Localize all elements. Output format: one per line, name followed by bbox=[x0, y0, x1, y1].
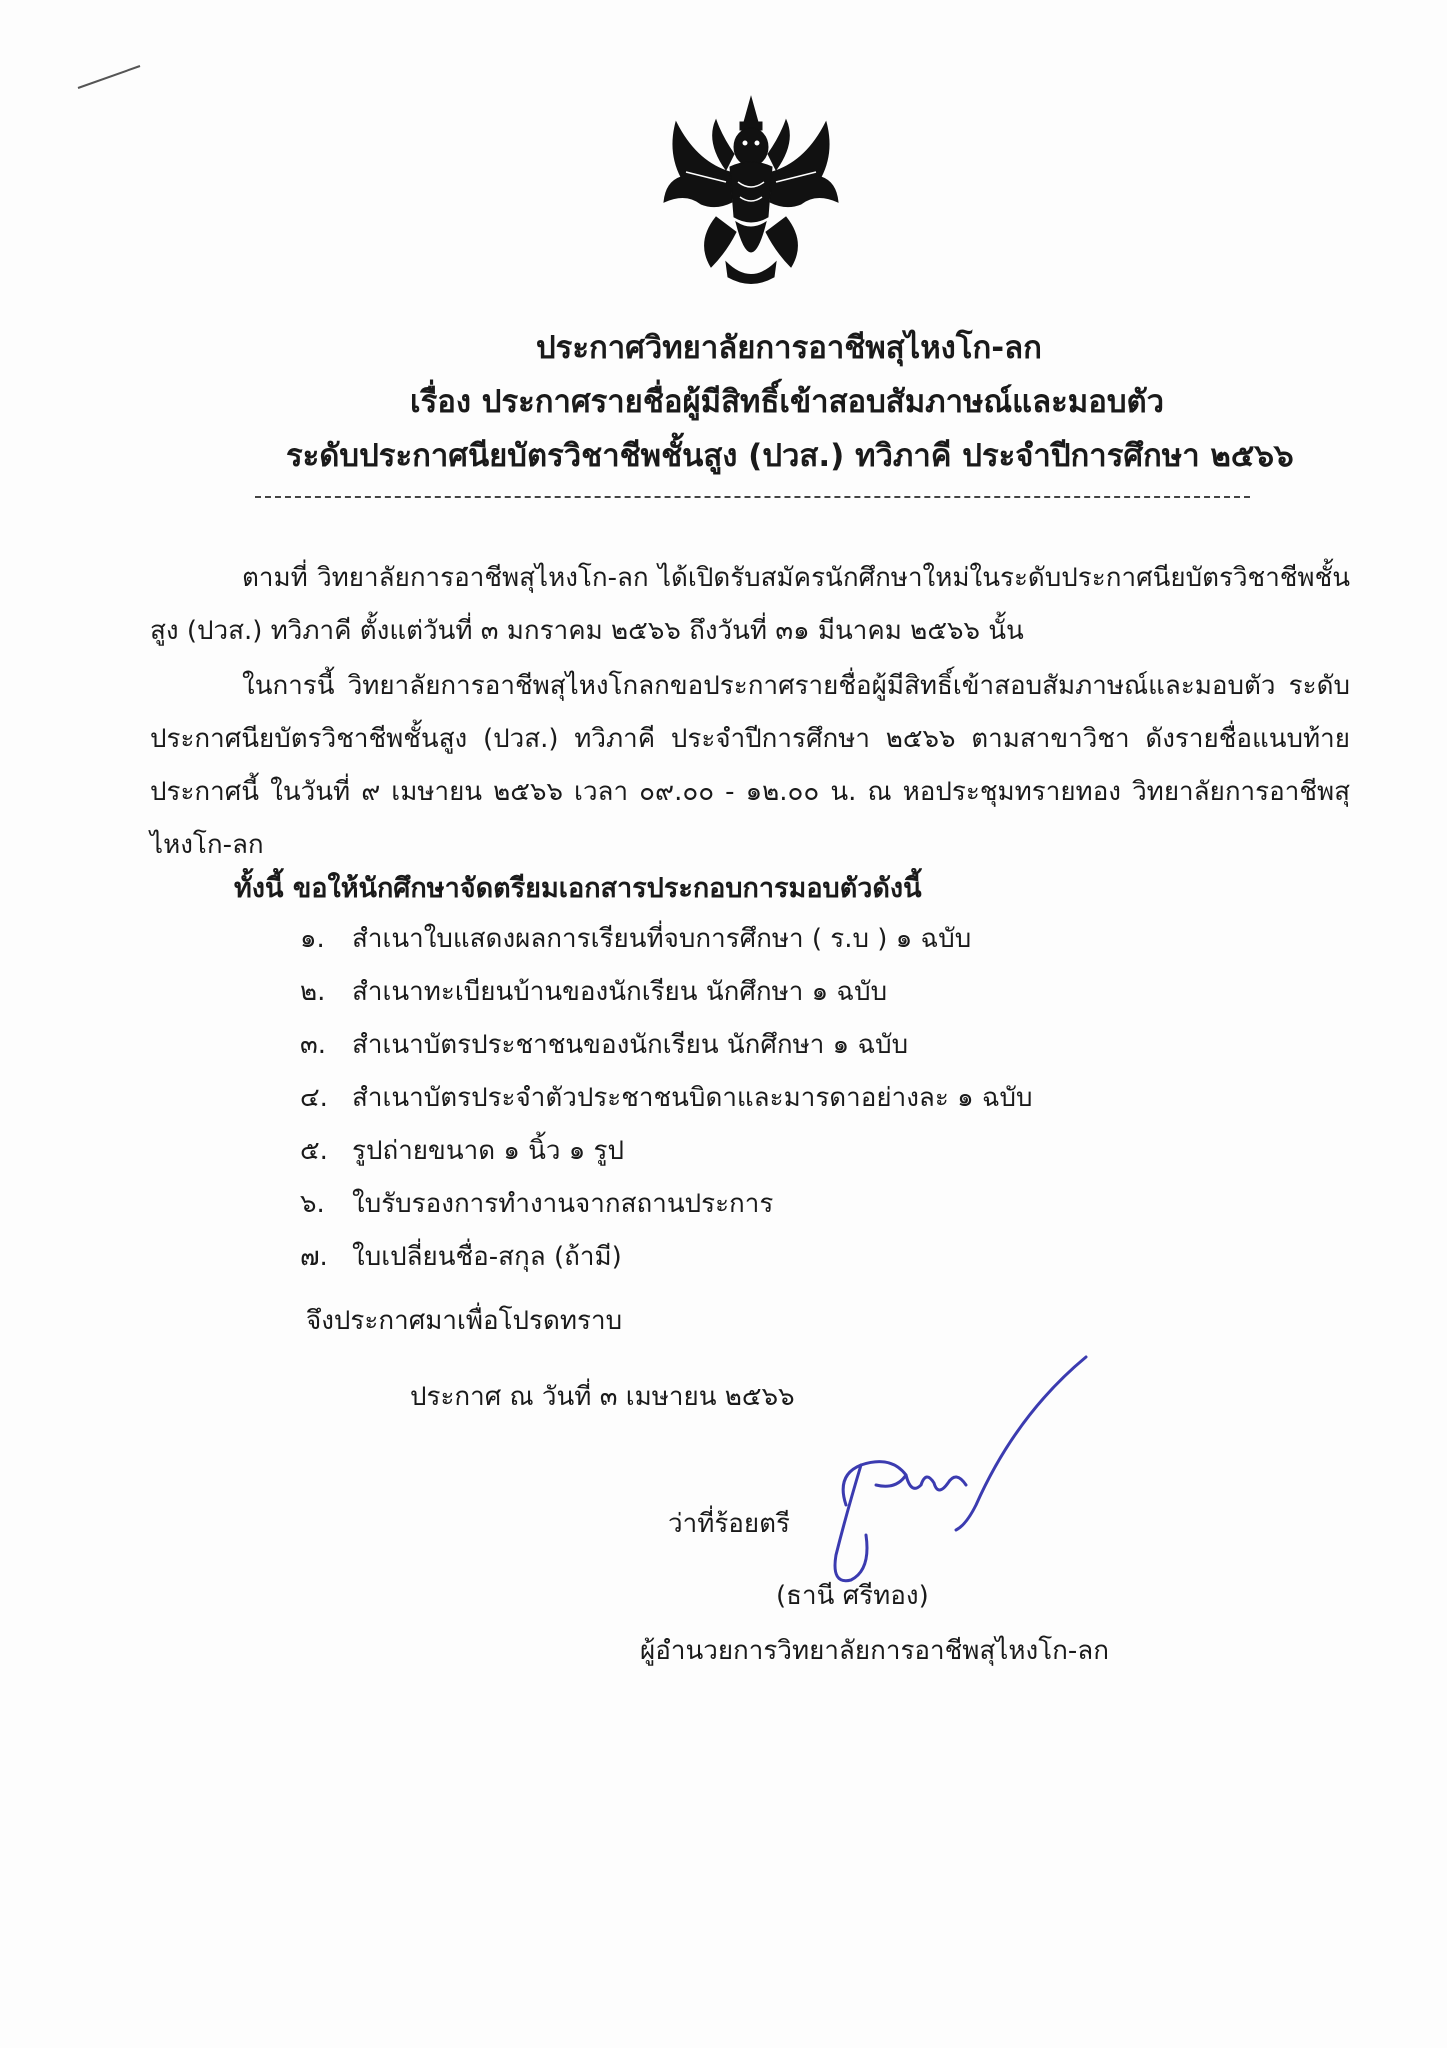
title-divider bbox=[255, 496, 1250, 498]
signer-rank: ว่าที่ร้อยตรี bbox=[668, 1509, 791, 1539]
list-item-text: ใบเปลี่ยนชื่อ-สกุล (ถ้ามี) bbox=[352, 1242, 622, 1272]
list-item-text: สำเนาทะเบียนบ้านของนักเรียน นักศึกษา ๑ ฉบับ bbox=[352, 977, 888, 1007]
signer-position: ผู้อำนวยการวิทยาลัยการอาชีพสุไหงโก-ลก bbox=[640, 1636, 1109, 1666]
list-item-text: สำเนาบัตรประจำตัวประชาชนบิดาและมารดาอย่างละ ๑ ฉบับ bbox=[352, 1083, 1033, 1113]
garuda-emblem bbox=[656, 92, 846, 292]
title-line-1: ประกาศวิทยาลัยการอาชีพสุไหงโก-ลก bbox=[536, 330, 1042, 366]
list-item bbox=[300, 1183, 773, 1224]
list-item-number: ๔. bbox=[300, 1083, 328, 1113]
list-item bbox=[300, 1236, 622, 1277]
paragraph-1: ตามที่ วิทยาลัยการอาชีพสุไหงโก-ลก ได้เปิดรับสมัครนักศึกษาใหม่ในระดับประกาศนียบัตรวิชาชีพชั้นสูง (ปวส.) ทวิภาคี ตั้งแต่วันที่ ๓ มกราคม ๒๕๖๖ ถึงวันที่ ๓๑ มีนาคม ๒๕๖๖ นั้น bbox=[150, 563, 1350, 646]
paragraph-2: ในการนี้ วิทยาลัยการอาชีพสุไหงโกลกขอประกาศรายชื่อผู้มีสิทธิ์เข้าสอบสัมภาษณ์และมอบตัว ระดับประกาศนียบัตรวิชาชีพชั้นสูง (ปวส.) ทวิภาคี ประจำปีการศึกษา ๒๕๖๖ ตามสาขาวิชา ดังรายชื่อแนบท้ายประกาศนี้ ในวันที่ ๙ เมษายน ๒๕๖๖ เวลา ๐๙.๐๐ - ๑๒.๐๐ น. ณ หอประชุมทรายทอง วิทยาลัยการอาชีพสุไหงโก-ลก bbox=[150, 671, 1350, 860]
list-item bbox=[300, 1077, 1033, 1118]
announce-date: ประกาศ ณ วันที่ ๓ เมษายน ๒๕๖๖ bbox=[410, 1382, 795, 1412]
title-line-3: ระดับประกาศนียบัตรวิชาชีพชั้นสูง (ปวส.) ทวิภาคี ประจำปีการศึกษา ๒๕๖๖ bbox=[286, 438, 1294, 474]
list-item bbox=[300, 1024, 908, 1065]
stray-pen-mark bbox=[76, 62, 146, 92]
list-item bbox=[300, 971, 887, 1012]
list-item bbox=[300, 1130, 624, 1171]
signer-name: (ธานี ศรีทอง) bbox=[776, 1581, 929, 1611]
list-item-text: ใบรับรองการทำงานจากสถานประการ bbox=[352, 1189, 774, 1219]
list-item-number: ๖. bbox=[300, 1189, 325, 1219]
documents-heading: ทั้งนี้ ขอให้นักศึกษาจัดตรียมเอกสารประกอบการมอบตัวดังนี้ bbox=[234, 873, 922, 904]
list-item-number: ๒. bbox=[300, 977, 326, 1007]
title-line-2: เรื่อง ประกาศรายชื่อผู้มีสิทธิ์เข้าสอบสัมภาษณ์และมอบตัว bbox=[410, 384, 1165, 420]
handwritten-signature bbox=[816, 1355, 1096, 1605]
list-item-text: สำเนาใบแสดงผลการเรียนที่จบการศึกษา ( ร.บ ) ๑ ฉบับ bbox=[352, 924, 972, 954]
list-item-text: สำเนาบัตรประชาชนของนักเรียน นักศึกษา ๑ ฉบับ bbox=[352, 1030, 909, 1060]
closing-statement: จึงประกาศมาเพื่อโปรดทราบ bbox=[306, 1306, 623, 1336]
list-item-number: ๓. bbox=[300, 1030, 327, 1060]
list-item bbox=[300, 918, 971, 959]
list-item-text: รูปถ่ายขนาด ๑ นิ้ว ๑ รูป bbox=[352, 1136, 624, 1166]
list-item-number: ๑. bbox=[300, 924, 325, 954]
list-item-number: ๕. bbox=[300, 1136, 328, 1166]
list-item-number: ๗. bbox=[300, 1242, 328, 1272]
